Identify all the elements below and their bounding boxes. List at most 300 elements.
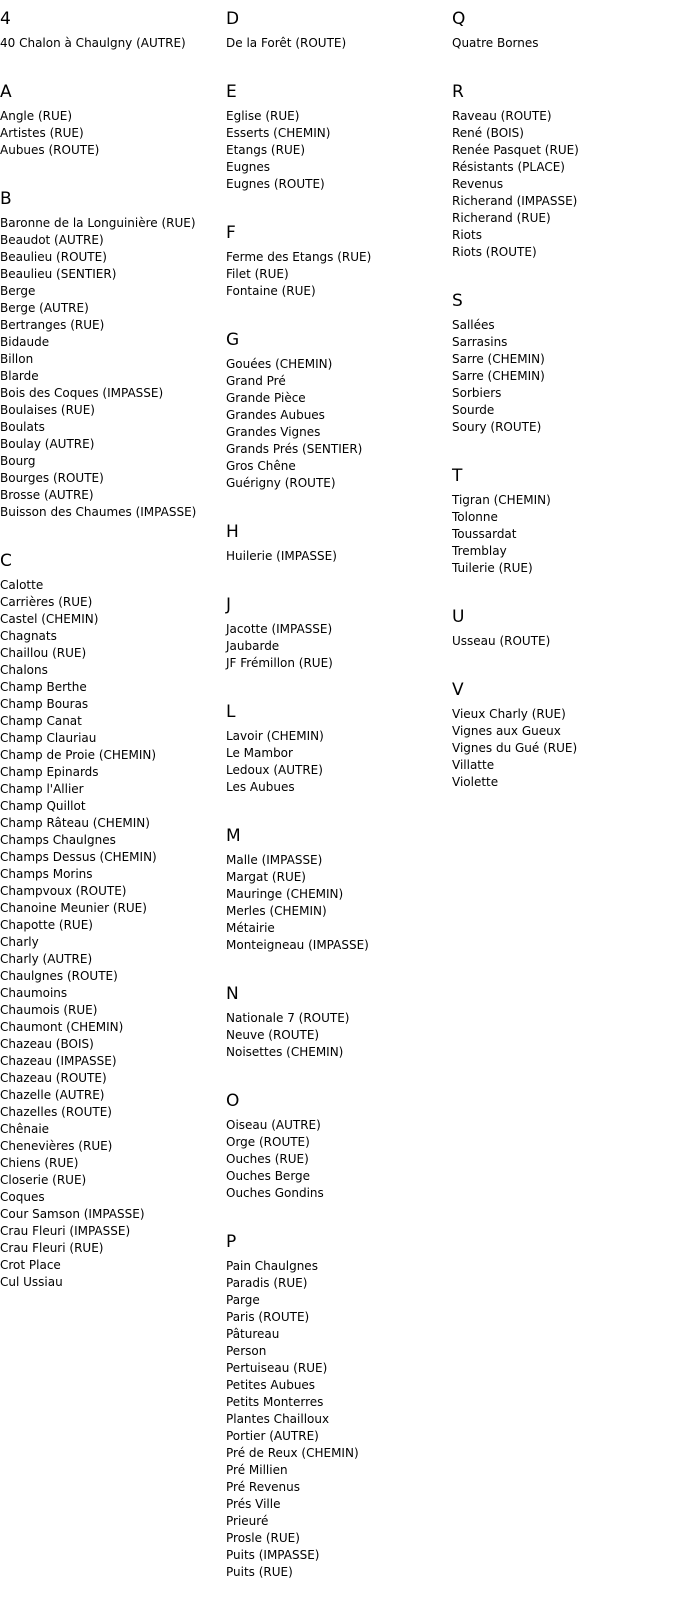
street-list-item [226,283,446,300]
letter-section [226,214,446,321]
street-list [226,845,446,954]
street-list-item [226,1168,446,1185]
street-link[interactable]: JF Frémillon (RUE) [226,656,333,670]
letter-section [452,0,672,73]
street-link[interactable]: Parge [226,1293,260,1307]
street-link[interactable]: Prieuré [226,1514,269,1528]
street-list-item [0,1053,220,1070]
section-spacer [226,672,446,693]
street-link[interactable]: Oiseau (AUTRE) [226,1118,321,1132]
street-link[interactable]: Eglise (RUE) [226,109,300,123]
street-link[interactable]: Sarrasins [452,335,508,349]
street-link[interactable]: Pré de Reux (CHEMIN) [226,1446,359,1460]
street-list-item [452,227,672,244]
street-link[interactable]: Villatte [452,758,495,772]
street-list-item [0,1240,220,1257]
street-list [226,614,446,672]
letter-heading: A [0,82,12,102]
street-link[interactable]: Pré Millien [226,1463,288,1477]
street-list-item [226,638,446,655]
street-list-item [0,125,220,142]
street-link[interactable]: Vignes du Gué (RUE) [452,741,578,755]
street-link[interactable]: Ledoux (AUTRE) [226,763,323,777]
street-list [226,1003,446,1061]
street-list-item [0,577,220,594]
street-link[interactable]: Billon [0,352,34,366]
street-link[interactable]: Grandes Aubues [226,408,325,422]
street-link[interactable]: Pain Chaulgnes [226,1259,318,1273]
letter-section [452,282,672,457]
street-link[interactable]: Pâtureau [226,1327,280,1341]
street-list-item [452,334,672,351]
street-link[interactable]: Revenus [452,177,504,191]
street-list-item [452,176,672,193]
street-link[interactable]: Puits (RUE) [226,1565,293,1579]
letter-section [0,73,220,180]
street-list-item [0,317,220,334]
street-link[interactable]: Lavoir (CHEMIN) [226,729,324,743]
street-link[interactable]: Le Mambor [226,746,293,760]
street-link[interactable]: Boulay (AUTRE) [0,437,95,451]
street-link[interactable]: Grands Prés (SENTIER) [226,442,363,456]
street-list-item [0,1070,220,1087]
street-link[interactable]: Petits Monterres [226,1395,324,1409]
section-spacer [452,52,672,73]
street-link[interactable]: Bourges (ROUTE) [0,471,104,485]
street-link[interactable]: Bertranges (RUE) [0,318,105,332]
street-list-item [226,852,446,869]
street-list-item [226,1151,446,1168]
street-link[interactable]: Chalons [0,663,48,677]
street-list [226,1251,446,1581]
street-list-item [0,1121,220,1138]
street-list-item [226,159,446,176]
street-link[interactable]: Orge (ROUTE) [226,1135,310,1149]
street-list-item [0,504,220,521]
street-list-item [226,745,446,762]
street-link[interactable]: Vieux Charly (RUE) [452,707,566,721]
street-link[interactable]: Grand Pré [226,374,286,388]
street-link[interactable]: Portier (AUTRE) [226,1429,319,1443]
street-list-item [452,492,672,509]
street-list-item [0,1036,220,1053]
street-link[interactable]: Berge [0,284,36,298]
street-list-item [0,1172,220,1189]
street-link[interactable]: Boulaises (RUE) [0,403,95,417]
street-list [226,541,446,565]
street-list-item [226,1564,446,1581]
street-link[interactable]: Champ Canat [0,714,82,728]
street-list-item [0,1104,220,1121]
street-link[interactable]: Champs Morins [0,867,93,881]
street-link[interactable]: Plantes Chailloux [226,1412,330,1426]
street-link[interactable]: Aubues (ROUTE) [0,143,100,157]
street-link[interactable]: Chenevières (RUE) [0,1139,113,1153]
street-list-item [226,1044,446,1061]
street-list [0,101,220,159]
street-list-item [0,611,220,628]
letter-heading: Q [452,9,466,29]
letter-heading: F [226,223,236,243]
street-list-item [226,1292,446,1309]
street-link[interactable]: Buisson des Chaumes (IMPASSE) [0,505,197,519]
street-list-item [226,1134,446,1151]
letter-section [452,73,672,282]
street-link[interactable]: Closerie (RUE) [0,1173,87,1187]
letter-heading: R [452,82,464,102]
street-link[interactable]: Bourg [0,454,36,468]
street-list-item [452,633,672,650]
letter-heading: T [452,466,463,486]
street-link[interactable]: Etangs (RUE) [226,143,305,157]
street-list-item [0,628,220,645]
street-link[interactable]: Champ Râteau (CHEMIN) [0,816,150,830]
street-link[interactable]: Margat (RUE) [226,870,306,884]
street-list-item [226,1360,446,1377]
street-list-item [226,779,446,796]
street-link[interactable]: Chazeau (IMPASSE) [0,1054,117,1068]
street-link[interactable]: Chazelle (AUTRE) [0,1088,105,1102]
street-link[interactable]: Grande Pièce [226,391,306,405]
street-list-item [226,1326,446,1343]
street-link[interactable]: Coques [0,1190,45,1204]
street-link[interactable]: Crau Fleuri (IMPASSE) [0,1224,131,1238]
street-list-item [0,35,220,52]
street-link[interactable]: Riots [452,228,482,242]
street-list-item [0,781,220,798]
street-list-item [0,1087,220,1104]
section-spacer [452,436,672,457]
street-list-item [0,266,220,283]
street-link[interactable]: Merles (CHEMIN) [226,904,327,918]
street-link[interactable]: Renée Pasquet (RUE) [452,143,579,157]
street-link[interactable]: Sarre (CHEMIN) [452,369,545,383]
street-list-item [0,696,220,713]
letter-heading: C [0,551,12,571]
street-link[interactable]: Esserts (CHEMIN) [226,126,331,140]
street-list-item [452,351,672,368]
street-link[interactable]: Riots (ROUTE) [452,245,537,259]
street-link[interactable]: Champs Dessus (CHEMIN) [0,850,157,864]
street-link[interactable]: Soury (ROUTE) [452,420,542,434]
street-list-item [452,723,672,740]
street-link[interactable]: Violette [452,775,499,789]
section-spacer [226,954,446,975]
street-list-item [0,249,220,266]
street-list-item [226,475,446,492]
street-link[interactable]: Prés Ville [226,1497,281,1511]
street-list-item [226,1309,446,1326]
street-link[interactable]: Chênaie [0,1122,50,1136]
street-link[interactable]: Gouées (CHEMIN) [226,357,333,371]
street-list-item [452,368,672,385]
street-link[interactable]: Eugnes [226,160,271,174]
street-link[interactable]: Chaumont (CHEMIN) [0,1020,124,1034]
street-list [452,101,672,261]
street-list-item [452,402,672,419]
street-link[interactable]: Quatre Bornes [452,36,539,50]
section-spacer [226,1202,446,1223]
street-link[interactable]: Ouches (RUE) [226,1152,309,1166]
letter-section [226,321,446,513]
street-list-item [0,985,220,1002]
street-list-item [0,215,220,232]
street-list-item [452,706,672,723]
street-list-item [0,470,220,487]
street-link[interactable]: Bois des Coques (IMPASSE) [0,386,164,400]
street-list-item [226,920,446,937]
street-link[interactable]: Cul Ussiau [0,1275,63,1289]
street-link[interactable]: Chanoine Meunier (RUE) [0,901,147,915]
street-list-item [226,424,446,441]
letter-heading: M [226,826,241,846]
street-link[interactable]: Champs Chaulgnes [0,833,116,847]
street-list-item [0,1002,220,1019]
street-list-item [0,951,220,968]
letter-section [226,1082,446,1223]
street-list-item [0,883,220,900]
letter-section [226,693,446,817]
letter-heading: O [226,1091,240,1111]
street-link[interactable]: Boulats [0,420,45,434]
street-link[interactable]: Chaumoins [0,986,68,1000]
street-link[interactable]: Neuve (ROUTE) [226,1028,320,1042]
street-link[interactable]: Chazelles (ROUTE) [0,1105,112,1119]
street-link[interactable]: Crau Fleuri (RUE) [0,1241,104,1255]
street-link[interactable]: 40 Chalon à Chaulgny (AUTRE) [0,36,186,50]
street-link[interactable]: Mauringe (CHEMIN) [226,887,344,901]
street-list-item [226,1117,446,1134]
street-link[interactable]: Beaudot (AUTRE) [0,233,104,247]
street-list-item [452,244,672,261]
street-list-item [226,1513,446,1530]
street-link[interactable]: Pré Revenus [226,1480,301,1494]
street-link[interactable]: Castel (CHEMIN) [0,612,99,626]
street-link[interactable]: Berge (AUTRE) [0,301,89,315]
street-link[interactable]: Charly [0,935,39,949]
street-link[interactable]: Beaulieu (SENTIER) [0,267,117,281]
street-link[interactable]: Richerand (RUE) [452,211,551,225]
street-list-item [452,108,672,125]
street-list-item [0,1138,220,1155]
street-list [0,28,220,52]
street-link[interactable]: Chaulgnes (ROUTE) [0,969,118,983]
street-list-item [0,283,220,300]
street-link[interactable]: Puits (IMPASSE) [226,1548,320,1562]
street-link[interactable]: Crot Place [0,1258,61,1272]
street-list [452,28,672,52]
street-link[interactable]: Chapotte (RUE) [0,918,93,932]
street-list [452,485,672,577]
street-link[interactable]: Baronne de la Longuinière (RUE) [0,216,196,230]
letter-heading: U [452,607,465,627]
street-link[interactable]: Grandes Vignes [226,425,321,439]
street-link[interactable]: Sarre (CHEMIN) [452,352,545,366]
letter-heading: B [0,189,12,209]
street-link[interactable]: René (BOIS) [452,126,524,140]
street-list-item [452,317,672,334]
street-link[interactable]: Cour Samson (IMPASSE) [0,1207,145,1221]
street-list-item [226,1343,446,1360]
street-link[interactable]: Raveau (ROUTE) [452,109,552,123]
street-list-item [452,740,672,757]
street-link[interactable]: Gros Chêne [226,459,296,473]
street-list-item [0,385,220,402]
street-link[interactable]: Artistes (RUE) [0,126,84,140]
street-link[interactable]: Eugnes (ROUTE) [226,177,325,191]
letter-heading: V [452,680,464,700]
street-link[interactable]: Métairie [226,921,275,935]
street-link[interactable]: Chaillou (RUE) [0,646,87,660]
street-link[interactable]: Calotte [0,578,44,592]
street-link[interactable]: Sorbiers [452,386,502,400]
street-list-item [226,1462,446,1479]
street-link[interactable]: Noisettes (CHEMIN) [226,1045,344,1059]
street-link[interactable]: Monteigneau (IMPASSE) [226,938,369,952]
street-link[interactable]: Tigran (CHEMIN) [452,493,551,507]
letter-heading: S [452,291,463,311]
street-list-item [226,1445,446,1462]
street-link[interactable]: Ouches Berge [226,1169,311,1183]
street-link[interactable]: Toussardat [452,527,517,541]
street-link[interactable]: Champ l'Allier [0,782,84,796]
street-list-item [226,249,446,266]
street-list [226,28,446,52]
letter-heading: L [226,702,236,722]
street-link[interactable]: Sourde [452,403,495,417]
street-list-item [226,548,446,565]
street-list-item [452,509,672,526]
street-link[interactable]: De la Forêt (ROUTE) [226,36,347,50]
street-link[interactable]: Beaulieu (ROUTE) [0,250,107,264]
street-link[interactable]: Bidaude [0,335,50,349]
street-list-item [452,159,672,176]
street-link[interactable]: Person [226,1344,267,1358]
street-link[interactable]: Jacotte (IMPASSE) [226,622,333,636]
street-link[interactable]: Blarde [0,369,39,383]
street-list [226,1110,446,1202]
street-list-item [0,849,220,866]
street-link[interactable]: Chazeau (BOIS) [0,1037,94,1051]
street-link[interactable]: Angle (RUE) [0,109,73,123]
letter-heading: P [226,1232,237,1252]
street-link[interactable]: Vignes aux Gueux [452,724,561,738]
letter-section [226,513,446,586]
street-link[interactable]: Champvoux (ROUTE) [0,884,127,898]
street-list-item [452,774,672,791]
street-link[interactable]: Carrières (RUE) [0,595,93,609]
street-link[interactable]: Champ Epinards [0,765,99,779]
letter-heading: D [226,9,240,29]
street-link[interactable]: Tremblay [452,544,507,558]
street-link[interactable]: Usseau (ROUTE) [452,634,551,648]
street-link[interactable]: Fontaine (RUE) [226,284,316,298]
street-list-item [0,1274,220,1291]
street-list-item [226,266,446,283]
street-link[interactable]: Champ de Proie (CHEMIN) [0,748,157,762]
street-list-item [0,594,220,611]
street-list-item [0,108,220,125]
section-spacer [452,577,672,598]
letter-section [452,671,672,791]
street-link[interactable]: Ouches Gondins [226,1186,324,1200]
street-link[interactable]: Paris (ROUTE) [226,1310,310,1324]
street-list [0,208,220,521]
street-list [452,626,672,650]
street-link[interactable]: Pertuiseau (RUE) [226,1361,328,1375]
section-spacer [226,52,446,73]
street-list-item [226,1479,446,1496]
street-list-item [226,1010,446,1027]
street-link[interactable]: Sallées [452,318,495,332]
street-list-item [226,937,446,954]
street-link[interactable]: Champ Berthe [0,680,87,694]
street-link[interactable]: Petites Aubues [226,1378,316,1392]
street-list [452,699,672,791]
street-list-item [0,832,220,849]
street-link[interactable]: Chagnats [0,629,57,643]
street-list-item [0,662,220,679]
street-link[interactable]: Jaubarde [226,639,280,653]
street-link[interactable]: Champ Clauriau [0,731,97,745]
letter-section [452,598,672,671]
street-list [0,570,220,1291]
street-list-item [0,1189,220,1206]
street-link[interactable]: Malle (IMPASSE) [226,853,323,867]
letter-section [226,1223,446,1581]
street-link[interactable]: Nationale 7 (ROUTE) [226,1011,350,1025]
street-list-item [0,917,220,934]
street-link[interactable]: Résistants (PLACE) [452,160,565,174]
street-link[interactable]: Chaumois (RUE) [0,1003,98,1017]
letter-section [226,73,446,214]
section-spacer [0,159,220,180]
street-list-item [0,487,220,504]
street-list-item [226,142,446,159]
street-link[interactable]: Chazeau (ROUTE) [0,1071,107,1085]
street-list-item [226,886,446,903]
street-link[interactable]: Filet (RUE) [226,267,289,281]
street-list-item [452,142,672,159]
street-link[interactable]: Prosle (RUE) [226,1531,300,1545]
street-list [226,101,446,193]
street-link[interactable]: Brosse (AUTRE) [0,488,94,502]
street-list-item [226,458,446,475]
street-link[interactable]: Les Aubues [226,780,295,794]
street-list-item [452,757,672,774]
street-link[interactable]: Guérigny (ROUTE) [226,476,336,490]
street-list-item [0,419,220,436]
street-link[interactable]: Huilerie (IMPASSE) [226,549,337,563]
street-list-item [0,1206,220,1223]
street-list-item [226,407,446,424]
street-list-item [452,526,672,543]
street-link[interactable]: Tuilerie (RUE) [452,561,533,575]
street-list-item [0,142,220,159]
street-link[interactable]: Tolonne [452,510,498,524]
street-link[interactable]: Ferme des Etangs (RUE) [226,250,372,264]
street-link[interactable]: Champ Bouras [0,697,89,711]
street-link[interactable]: Champ Quillot [0,799,86,813]
street-link[interactable]: Richerand (IMPASSE) [452,194,578,208]
street-link[interactable]: Paradis (RUE) [226,1276,308,1290]
street-link[interactable]: Charly (AUTRE) [0,952,93,966]
index-column-1 [0,0,220,1291]
street-list [226,721,446,796]
street-list-item [226,390,446,407]
street-list-item [0,351,220,368]
street-link[interactable]: Chiens (RUE) [0,1156,79,1170]
